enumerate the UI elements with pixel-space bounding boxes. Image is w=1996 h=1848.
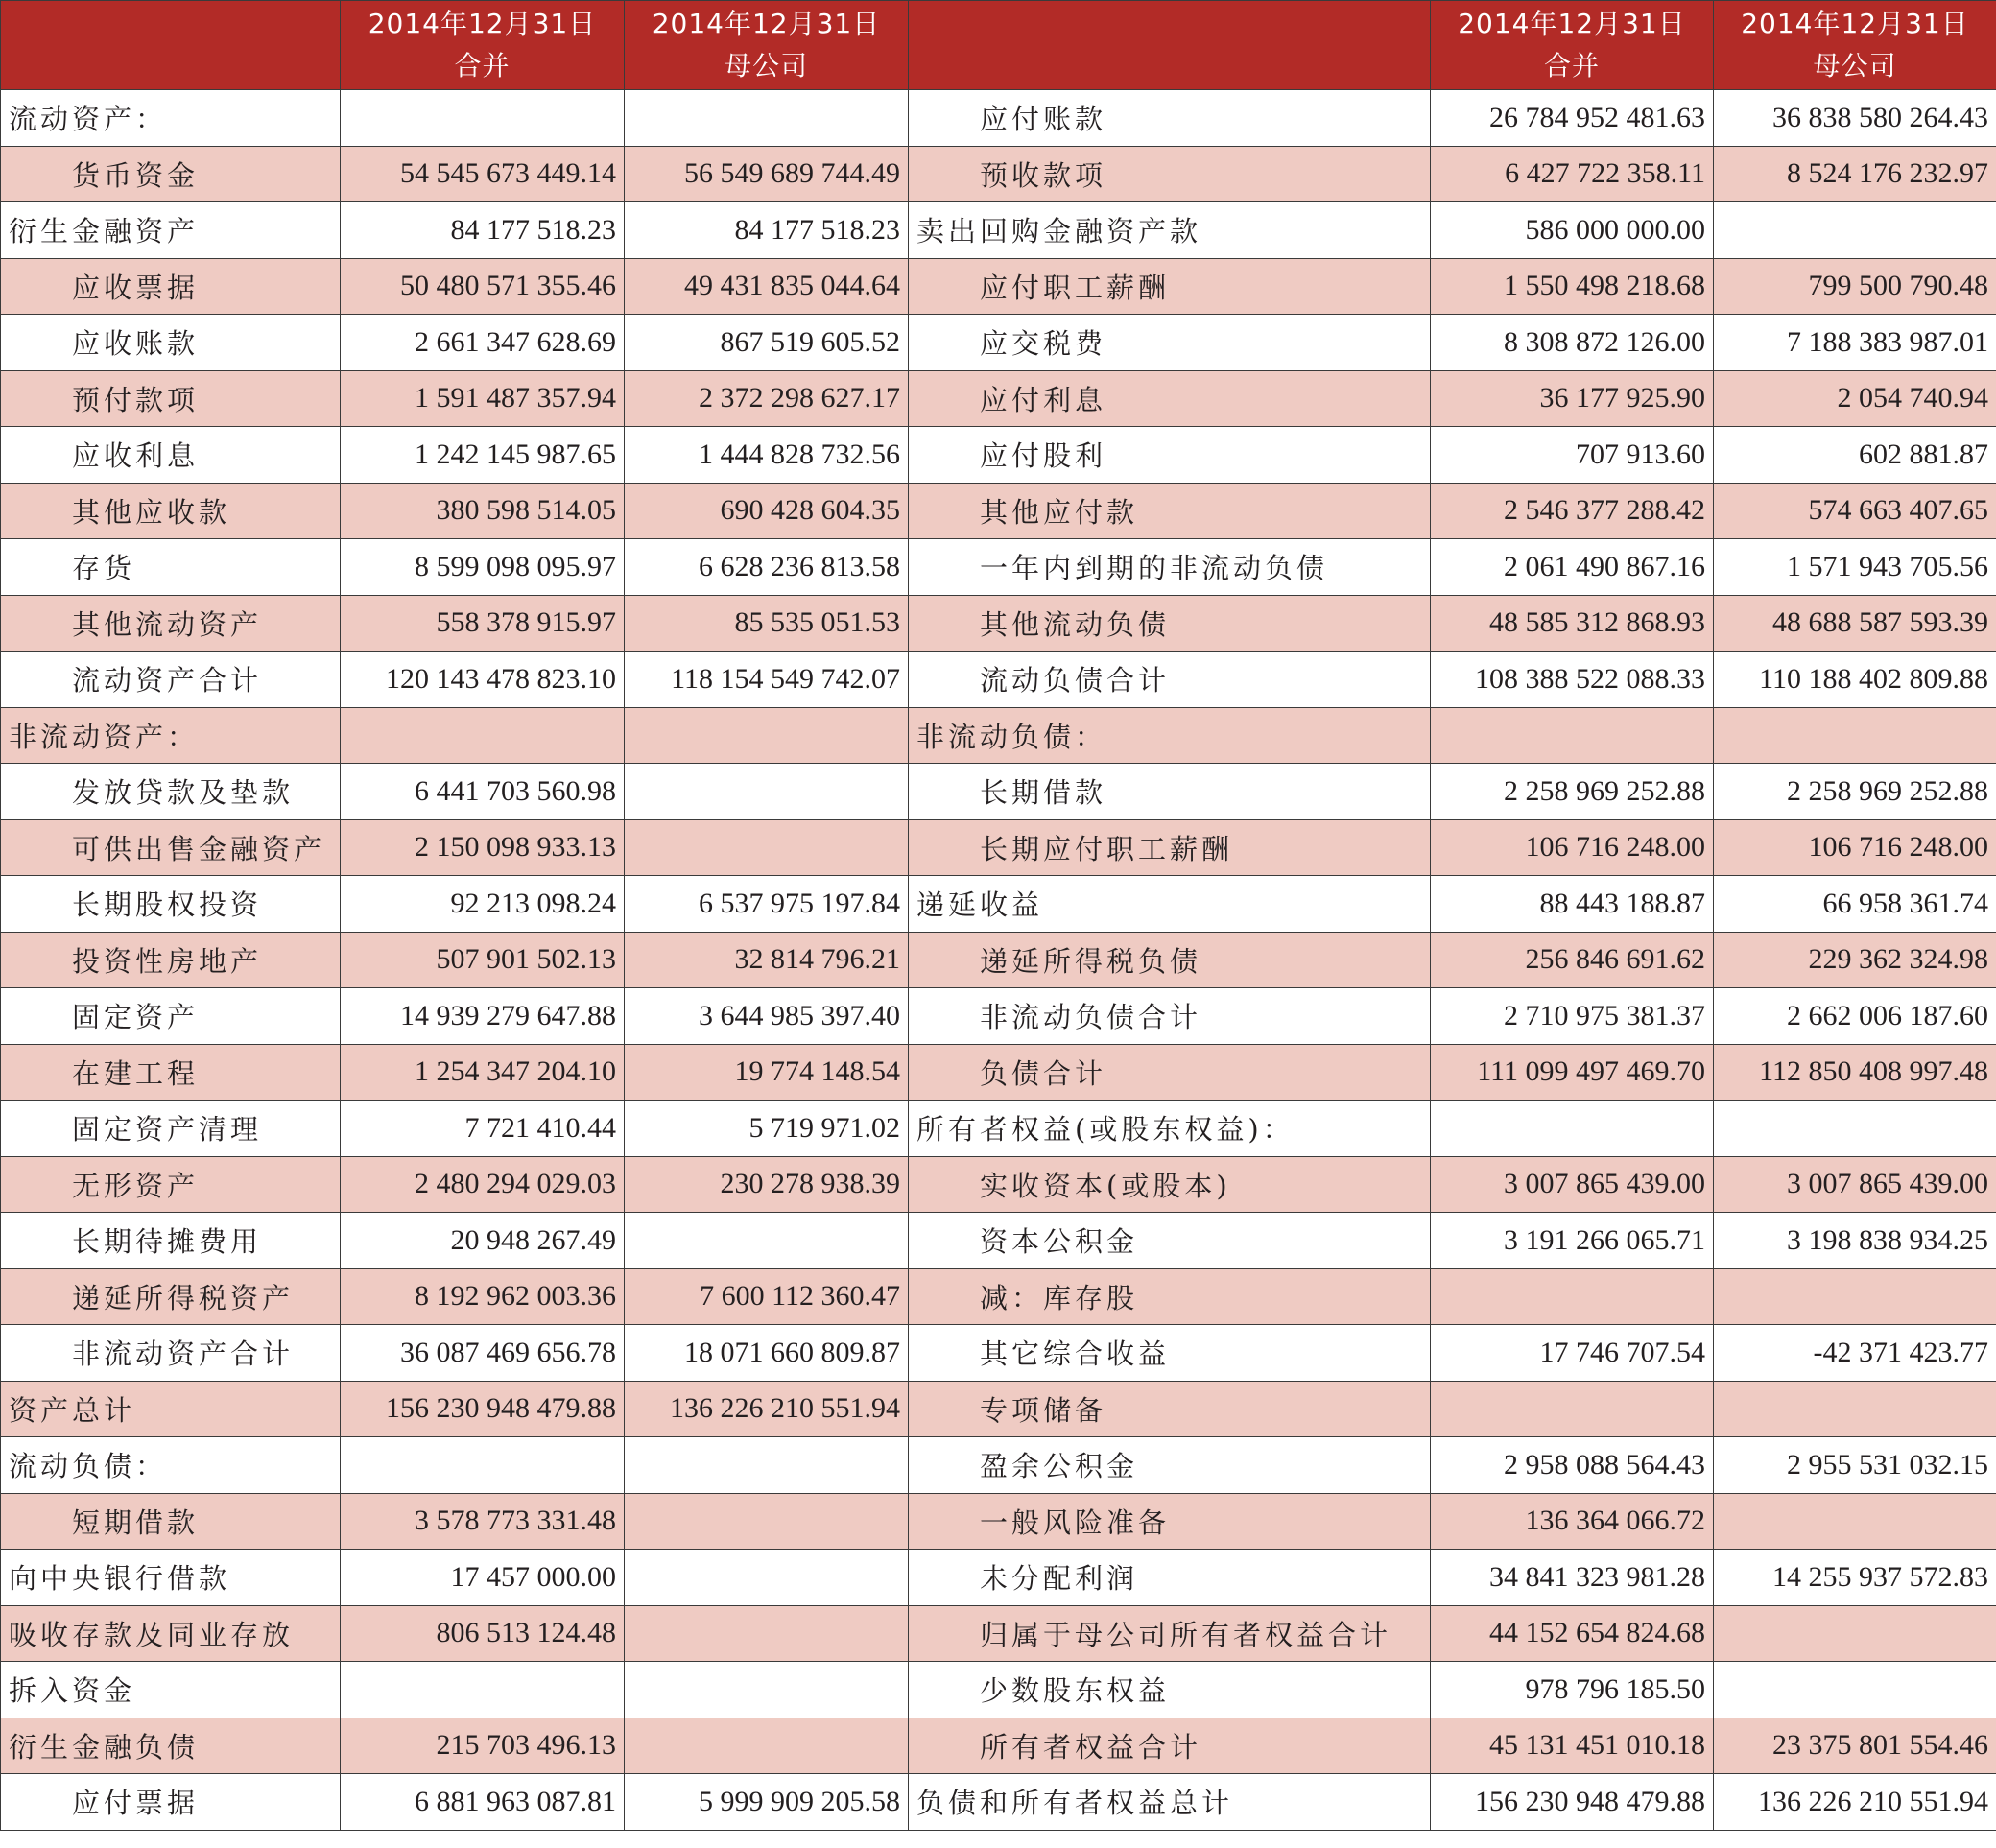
header-scope: 母公司 xyxy=(724,50,808,82)
asset-consolidated-value: 2 480 294 029.03 xyxy=(341,1156,625,1213)
asset-item-label: 流动资产： xyxy=(1,90,341,147)
liability-parent-value: 2 955 531 032.15 xyxy=(1714,1437,1996,1494)
asset-consolidated-value: 17 457 000.00 xyxy=(341,1550,625,1606)
liability-item-label: 专项储备 xyxy=(909,1381,1431,1437)
liability-item-label: 负债和所有者权益总计 xyxy=(909,1774,1431,1831)
liability-item-label: 一般风险准备 xyxy=(909,1493,1431,1550)
liability-consolidated-value xyxy=(1431,1381,1714,1437)
liability-parent-value: 602 881.87 xyxy=(1714,427,1996,484)
liability-consolidated-value: 45 131 451 010.18 xyxy=(1431,1718,1714,1774)
liability-item-label: 其他应付款 xyxy=(909,483,1431,539)
asset-consolidated-value: 50 480 571 355.46 xyxy=(341,258,625,315)
asset-parent-value xyxy=(625,1550,909,1606)
liability-parent-value: 48 688 587 593.39 xyxy=(1714,595,1996,652)
asset-parent-value: 56 549 689 744.49 xyxy=(625,146,909,202)
liability-item-label: 应付账款 xyxy=(909,90,1431,147)
asset-item-label: 投资性房地产 xyxy=(1,932,341,988)
asset-parent-value xyxy=(625,1605,909,1662)
asset-consolidated-value: 6 441 703 560.98 xyxy=(341,764,625,820)
liability-parent-value xyxy=(1714,202,1996,259)
table-row xyxy=(1,90,1996,147)
asset-item-label: 货币资金 xyxy=(1,146,341,202)
table-row xyxy=(1,1662,1996,1718)
liability-item-label: 资本公积金 xyxy=(909,1213,1431,1269)
liability-item-label: 盈余公积金 xyxy=(909,1437,1431,1494)
liability-item-label: 少数股东权益 xyxy=(909,1662,1431,1718)
table-row xyxy=(1,1325,1996,1382)
header-date: 2014年12月31日 xyxy=(368,8,597,39)
asset-parent-value: 690 428 604.35 xyxy=(625,483,909,539)
asset-item-label: 递延所得税资产 xyxy=(1,1268,341,1325)
asset-consolidated-value xyxy=(341,1437,625,1494)
liability-consolidated-value: 1 550 498 218.68 xyxy=(1431,258,1714,315)
table-row xyxy=(1,1437,1996,1494)
liability-consolidated-value: 2 546 377 288.42 xyxy=(1431,483,1714,539)
liability-parent-value xyxy=(1714,707,1996,764)
asset-item-label: 流动负债： xyxy=(1,1437,341,1494)
liability-parent-value: 574 663 407.65 xyxy=(1714,483,1996,539)
liability-parent-value: 2 258 969 252.88 xyxy=(1714,764,1996,820)
table-row xyxy=(1,764,1996,820)
liability-parent-value xyxy=(1714,1101,1996,1157)
asset-consolidated-value: 6 881 963 087.81 xyxy=(341,1774,625,1831)
liability-consolidated-value: 111 099 497 469.70 xyxy=(1431,1044,1714,1101)
asset-consolidated-value: 8 599 098 095.97 xyxy=(341,539,625,596)
liability-parent-value: 8 524 176 232.97 xyxy=(1714,146,1996,202)
table-row xyxy=(1,988,1996,1045)
liability-item-label: 应交税费 xyxy=(909,315,1431,371)
asset-consolidated-value: 14 939 279 647.88 xyxy=(341,988,625,1045)
asset-item-label: 非流动资产： xyxy=(1,707,341,764)
asset-parent-value: 136 226 210 551.94 xyxy=(625,1381,909,1437)
asset-parent-value xyxy=(625,1437,909,1494)
liability-item-label: 应付职工薪酬 xyxy=(909,258,1431,315)
asset-parent-value xyxy=(625,819,909,876)
table-row xyxy=(1,483,1996,539)
asset-consolidated-value: 20 948 267.49 xyxy=(341,1213,625,1269)
liability-item-label: 所有者权益合计 xyxy=(909,1718,1431,1774)
liability-parent-value: 36 838 580 264.43 xyxy=(1714,90,1996,147)
asset-item-label: 长期待摊费用 xyxy=(1,1213,341,1269)
liability-parent-value: -42 371 423.77 xyxy=(1714,1325,1996,1382)
table-row xyxy=(1,819,1996,876)
asset-consolidated-value: 3 578 773 331.48 xyxy=(341,1493,625,1550)
liability-item-label: 长期应付职工薪酬 xyxy=(909,819,1431,876)
table-row xyxy=(1,315,1996,371)
asset-parent-value: 5 999 909 205.58 xyxy=(625,1774,909,1831)
liability-item-label: 负债合计 xyxy=(909,1044,1431,1101)
liability-consolidated-value: 108 388 522 088.33 xyxy=(1431,652,1714,708)
asset-parent-value: 19 774 148.54 xyxy=(625,1044,909,1101)
liability-parent-value: 136 226 210 551.94 xyxy=(1714,1774,1996,1831)
table-row xyxy=(1,1213,1996,1269)
asset-parent-value xyxy=(625,764,909,820)
liability-item-label: 非流动负债： xyxy=(909,707,1431,764)
table-row xyxy=(1,1101,1996,1157)
liability-item-label: 所有者权益(或股东权益)： xyxy=(909,1101,1431,1157)
header-consolidated-right xyxy=(1431,1,1714,90)
asset-item-label: 短期借款 xyxy=(1,1493,341,1550)
table-row xyxy=(1,707,1996,764)
liability-consolidated-value: 2 258 969 252.88 xyxy=(1431,764,1714,820)
liability-consolidated-value: 6 427 722 358.11 xyxy=(1431,146,1714,202)
asset-parent-value: 84 177 518.23 xyxy=(625,202,909,259)
liability-parent-value: 2 054 740.94 xyxy=(1714,370,1996,427)
asset-parent-value: 1 444 828 732.56 xyxy=(625,427,909,484)
liability-parent-value: 1 571 943 705.56 xyxy=(1714,539,1996,596)
asset-consolidated-value: 54 545 673 449.14 xyxy=(341,146,625,202)
liability-consolidated-value: 36 177 925.90 xyxy=(1431,370,1714,427)
liability-consolidated-value: 34 841 323 981.28 xyxy=(1431,1550,1714,1606)
liability-consolidated-value: 48 585 312 868.93 xyxy=(1431,595,1714,652)
asset-parent-value: 49 431 835 044.64 xyxy=(625,258,909,315)
liability-consolidated-value: 136 364 066.72 xyxy=(1431,1493,1714,1550)
liability-item-label: 归属于母公司所有者权益合计 xyxy=(909,1605,1431,1662)
liability-item-label: 卖出回购金融资产款 xyxy=(909,202,1431,259)
asset-parent-value: 867 519 605.52 xyxy=(625,315,909,371)
liability-parent-value: 110 188 402 809.88 xyxy=(1714,652,1996,708)
header-parent-left xyxy=(625,1,909,90)
asset-consolidated-value: 2 150 098 933.13 xyxy=(341,819,625,876)
liability-consolidated-value xyxy=(1431,707,1714,764)
asset-item-label: 应收票据 xyxy=(1,258,341,315)
asset-consolidated-value: 84 177 518.23 xyxy=(341,202,625,259)
header-scope: 合并 xyxy=(1543,50,1600,82)
header-date: 2014年12月31日 xyxy=(1741,8,1969,39)
asset-item-label: 衍生金融负债 xyxy=(1,1718,341,1774)
asset-item-label: 流动资产合计 xyxy=(1,652,341,708)
header-parent-right xyxy=(1714,1,1996,90)
asset-item-label: 应收利息 xyxy=(1,427,341,484)
asset-consolidated-value: 507 901 502.13 xyxy=(341,932,625,988)
liability-consolidated-value: 2 061 490 867.16 xyxy=(1431,539,1714,596)
asset-parent-value: 2 372 298 627.17 xyxy=(625,370,909,427)
asset-parent-value xyxy=(625,707,909,764)
asset-consolidated-value: 120 143 478 823.10 xyxy=(341,652,625,708)
table-row xyxy=(1,1493,1996,1550)
liability-consolidated-value xyxy=(1431,1268,1714,1325)
table-row xyxy=(1,539,1996,596)
liability-item-label: 应付利息 xyxy=(909,370,1431,427)
table-row xyxy=(1,876,1996,933)
header-right-label xyxy=(909,1,1431,90)
liability-consolidated-value: 26 784 952 481.63 xyxy=(1431,90,1714,147)
asset-consolidated-value xyxy=(341,1662,625,1718)
asset-parent-value xyxy=(625,1213,909,1269)
liability-parent-value xyxy=(1714,1493,1996,1550)
asset-consolidated-value xyxy=(341,707,625,764)
liability-parent-value xyxy=(1714,1381,1996,1437)
table-row xyxy=(1,932,1996,988)
asset-consolidated-value: 806 513 124.48 xyxy=(341,1605,625,1662)
liability-parent-value xyxy=(1714,1268,1996,1325)
liability-parent-value: 106 716 248.00 xyxy=(1714,819,1996,876)
liability-item-label: 流动负债合计 xyxy=(909,652,1431,708)
asset-consolidated-value: 558 378 915.97 xyxy=(341,595,625,652)
asset-item-label: 发放贷款及垫款 xyxy=(1,764,341,820)
asset-consolidated-value: 215 703 496.13 xyxy=(341,1718,625,1774)
liability-parent-value: 23 375 801 554.46 xyxy=(1714,1718,1996,1774)
asset-consolidated-value: 156 230 948 479.88 xyxy=(341,1381,625,1437)
asset-parent-value: 7 600 112 360.47 xyxy=(625,1268,909,1325)
asset-item-label: 无形资产 xyxy=(1,1156,341,1213)
asset-parent-value: 18 071 660 809.87 xyxy=(625,1325,909,1382)
asset-consolidated-value: 92 213 098.24 xyxy=(341,876,625,933)
liability-parent-value: 229 362 324.98 xyxy=(1714,932,1996,988)
header-row xyxy=(1,1,1996,90)
liability-parent-value: 112 850 408 997.48 xyxy=(1714,1044,1996,1101)
liability-parent-value: 14 255 937 572.83 xyxy=(1714,1550,1996,1606)
liability-item-label: 应付股利 xyxy=(909,427,1431,484)
liability-consolidated-value: 106 716 248.00 xyxy=(1431,819,1714,876)
asset-consolidated-value: 8 192 962 003.36 xyxy=(341,1268,625,1325)
asset-item-label: 资产总计 xyxy=(1,1381,341,1437)
asset-item-label: 非流动资产合计 xyxy=(1,1325,341,1382)
liability-item-label: 实收资本(或股本) xyxy=(909,1156,1431,1213)
table-row xyxy=(1,258,1996,315)
liability-consolidated-value: 3 007 865 439.00 xyxy=(1431,1156,1714,1213)
liability-parent-value xyxy=(1714,1605,1996,1662)
asset-consolidated-value: 1 591 487 357.94 xyxy=(341,370,625,427)
asset-parent-value: 230 278 938.39 xyxy=(625,1156,909,1213)
header-consolidated-left xyxy=(341,1,625,90)
liability-consolidated-value: 256 846 691.62 xyxy=(1431,932,1714,988)
liability-item-label: 减：库存股 xyxy=(909,1268,1431,1325)
table-row xyxy=(1,1156,1996,1213)
asset-parent-value: 5 719 971.02 xyxy=(625,1101,909,1157)
asset-item-label: 预付款项 xyxy=(1,370,341,427)
liability-item-label: 预收款项 xyxy=(909,146,1431,202)
header-scope: 合并 xyxy=(454,50,511,82)
asset-parent-value: 6 537 975 197.84 xyxy=(625,876,909,933)
liability-parent-value: 2 662 006 187.60 xyxy=(1714,988,1996,1045)
header-left-label xyxy=(1,1,341,90)
table-row xyxy=(1,1774,1996,1831)
table-row xyxy=(1,652,1996,708)
header-scope: 母公司 xyxy=(1813,50,1897,82)
asset-item-label: 固定资产清理 xyxy=(1,1101,341,1157)
liability-parent-value: 3 007 865 439.00 xyxy=(1714,1156,1996,1213)
liability-consolidated-value: 2 710 975 381.37 xyxy=(1431,988,1714,1045)
asset-item-label: 存货 xyxy=(1,539,341,596)
asset-parent-value: 118 154 549 742.07 xyxy=(625,652,909,708)
asset-item-label: 其他流动资产 xyxy=(1,595,341,652)
liability-item-label: 其他流动负债 xyxy=(909,595,1431,652)
liability-item-label: 其它综合收益 xyxy=(909,1325,1431,1382)
asset-item-label: 应收账款 xyxy=(1,315,341,371)
asset-item-label: 其他应收款 xyxy=(1,483,341,539)
liability-consolidated-value: 17 746 707.54 xyxy=(1431,1325,1714,1382)
asset-item-label: 固定资产 xyxy=(1,988,341,1045)
table-row xyxy=(1,1381,1996,1437)
asset-parent-value: 3 644 985 397.40 xyxy=(625,988,909,1045)
liability-consolidated-value: 978 796 185.50 xyxy=(1431,1662,1714,1718)
asset-parent-value: 6 628 236 813.58 xyxy=(625,539,909,596)
asset-parent-value xyxy=(625,1662,909,1718)
table-row xyxy=(1,595,1996,652)
table-row xyxy=(1,1605,1996,1662)
liability-consolidated-value: 586 000 000.00 xyxy=(1431,202,1714,259)
asset-item-label: 应付票据 xyxy=(1,1774,341,1831)
liability-parent-value: 3 198 838 934.25 xyxy=(1714,1213,1996,1269)
asset-parent-value: 32 814 796.21 xyxy=(625,932,909,988)
liability-item-label: 递延所得税负债 xyxy=(909,932,1431,988)
liability-item-label: 未分配利润 xyxy=(909,1550,1431,1606)
asset-consolidated-value: 2 661 347 628.69 xyxy=(341,315,625,371)
liability-consolidated-value: 44 152 654 824.68 xyxy=(1431,1605,1714,1662)
asset-consolidated-value: 380 598 514.05 xyxy=(341,483,625,539)
liability-item-label: 一年内到期的非流动负债 xyxy=(909,539,1431,596)
asset-parent-value xyxy=(625,90,909,147)
asset-consolidated-value: 7 721 410.44 xyxy=(341,1101,625,1157)
asset-item-label: 吸收存款及同业存放 xyxy=(1,1605,341,1662)
liability-item-label: 长期借款 xyxy=(909,764,1431,820)
asset-item-label: 拆入资金 xyxy=(1,1662,341,1718)
asset-consolidated-value xyxy=(341,90,625,147)
table-row xyxy=(1,146,1996,202)
asset-parent-value xyxy=(625,1718,909,1774)
header-date: 2014年12月31日 xyxy=(1458,8,1686,39)
liability-parent-value: 799 500 790.48 xyxy=(1714,258,1996,315)
table-row xyxy=(1,1268,1996,1325)
asset-item-label: 在建工程 xyxy=(1,1044,341,1101)
asset-parent-value xyxy=(625,1493,909,1550)
table-row xyxy=(1,1044,1996,1101)
asset-consolidated-value: 36 087 469 656.78 xyxy=(341,1325,625,1382)
liability-consolidated-value: 8 308 872 126.00 xyxy=(1431,315,1714,371)
asset-item-label: 向中央银行借款 xyxy=(1,1550,341,1606)
liability-consolidated-value: 3 191 266 065.71 xyxy=(1431,1213,1714,1269)
table-row xyxy=(1,202,1996,259)
table-row xyxy=(1,370,1996,427)
liability-parent-value: 7 188 383 987.01 xyxy=(1714,315,1996,371)
liability-item-label: 递延收益 xyxy=(909,876,1431,933)
asset-consolidated-value: 1 242 145 987.65 xyxy=(341,427,625,484)
liability-parent-value xyxy=(1714,1662,1996,1718)
liability-consolidated-value: 707 913.60 xyxy=(1431,427,1714,484)
liability-consolidated-value: 2 958 088 564.43 xyxy=(1431,1437,1714,1494)
asset-item-label: 可供出售金融资产 xyxy=(1,819,341,876)
asset-consolidated-value: 1 254 347 204.10 xyxy=(341,1044,625,1101)
asset-parent-value: 85 535 051.53 xyxy=(625,595,909,652)
table-row xyxy=(1,1718,1996,1774)
table-row xyxy=(1,1550,1996,1606)
liability-consolidated-value: 156 230 948 479.88 xyxy=(1431,1774,1714,1831)
liability-consolidated-value: 88 443 188.87 xyxy=(1431,876,1714,933)
liability-parent-value: 66 958 361.74 xyxy=(1714,876,1996,933)
asset-item-label: 衍生金融资产 xyxy=(1,202,341,259)
table-row xyxy=(1,427,1996,484)
liability-consolidated-value xyxy=(1431,1101,1714,1157)
header-date: 2014年12月31日 xyxy=(652,8,881,39)
liability-item-label: 非流动负债合计 xyxy=(909,988,1431,1045)
asset-item-label: 长期股权投资 xyxy=(1,876,341,933)
